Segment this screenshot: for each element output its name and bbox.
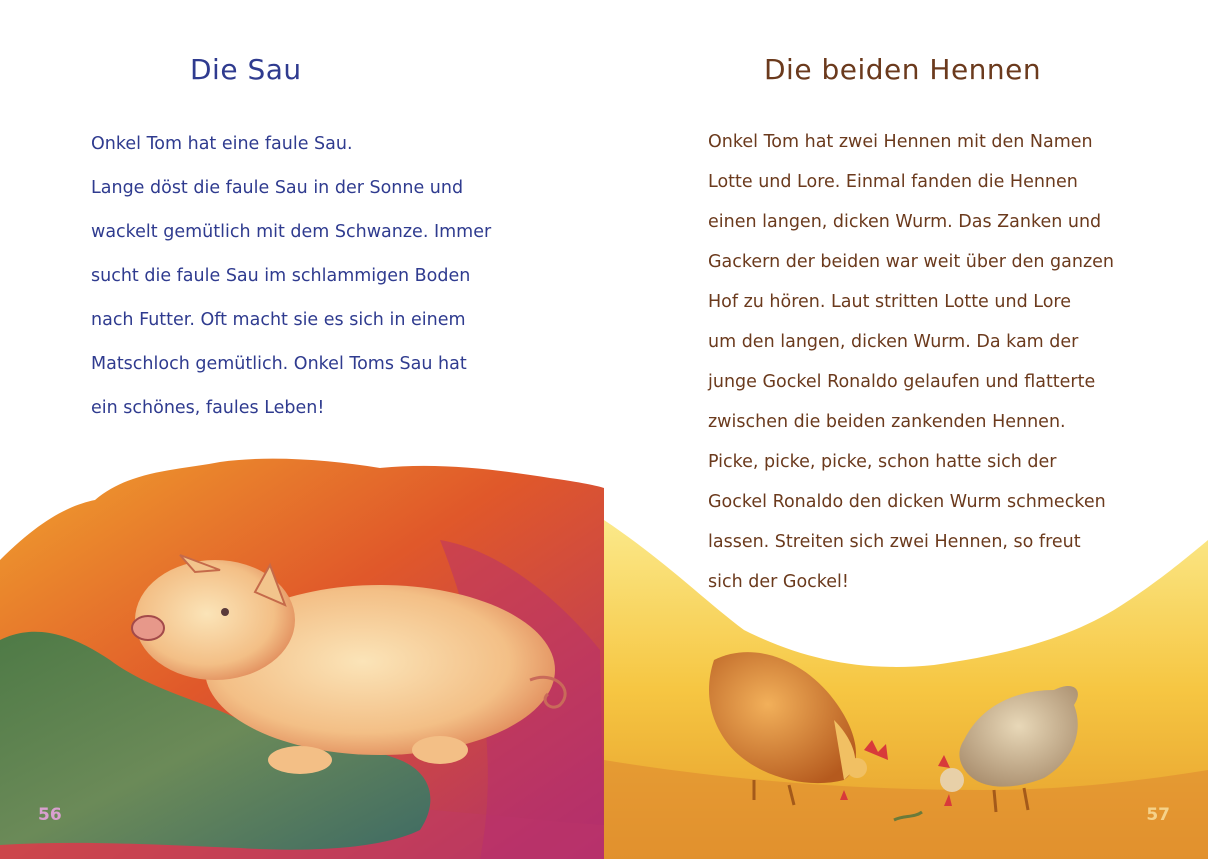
text-line: Onkel Tom hat zwei Hennen mit den Namen xyxy=(708,132,1093,152)
text-line: sucht die faule Sau im schlammigen Boden xyxy=(91,266,471,286)
story-text xyxy=(708,122,1114,602)
text-line: Gackern der beiden war weit über den ganzen xyxy=(708,252,1115,272)
story-text xyxy=(91,122,491,430)
text-line: einen langen, dicken Wurm. Das Zanken und xyxy=(708,212,1102,232)
text-line: lassen. Streiten sich zwei Hennen, so freut xyxy=(708,532,1081,552)
page-title: Die beiden Hennen xyxy=(764,53,1042,86)
text-line: wackelt gemütlich mit dem Schwanze. Immer xyxy=(91,222,492,242)
text-line: ein schönes, faules Leben! xyxy=(91,398,325,418)
page-number: 57 xyxy=(1146,805,1170,825)
text-line: Gockel Ronaldo den dicken Wurm schmecken xyxy=(708,492,1106,512)
text-line: Matschloch gemütlich. Onkel Toms Sau hat xyxy=(91,354,467,374)
right-page xyxy=(604,0,1208,859)
text-line: junge Gockel Ronaldo gelaufen und flatterte xyxy=(708,372,1096,392)
text-line: zwischen die beiden zankenden Hennen. xyxy=(708,412,1066,432)
text-line: sich der Gockel! xyxy=(708,572,849,592)
text-line: Onkel Tom hat eine faule Sau. xyxy=(91,134,353,154)
page-number: 56 xyxy=(38,805,62,825)
page-title: Die Sau xyxy=(190,53,302,86)
text-line: Hof zu hören. Laut stritten Lotte und Lore xyxy=(708,292,1071,312)
text-line: Lotte und Lore. Einmal fanden die Hennen xyxy=(708,172,1078,192)
text-line: um den langen, dicken Wurm. Da kam der xyxy=(708,332,1079,352)
text-line: Lange döst die faule Sau in der Sonne und xyxy=(91,178,464,198)
text-line: Picke, picke, picke, schon hatte sich der xyxy=(708,452,1057,472)
text-line: nach Futter. Oft macht sie es sich in einem xyxy=(91,310,466,330)
